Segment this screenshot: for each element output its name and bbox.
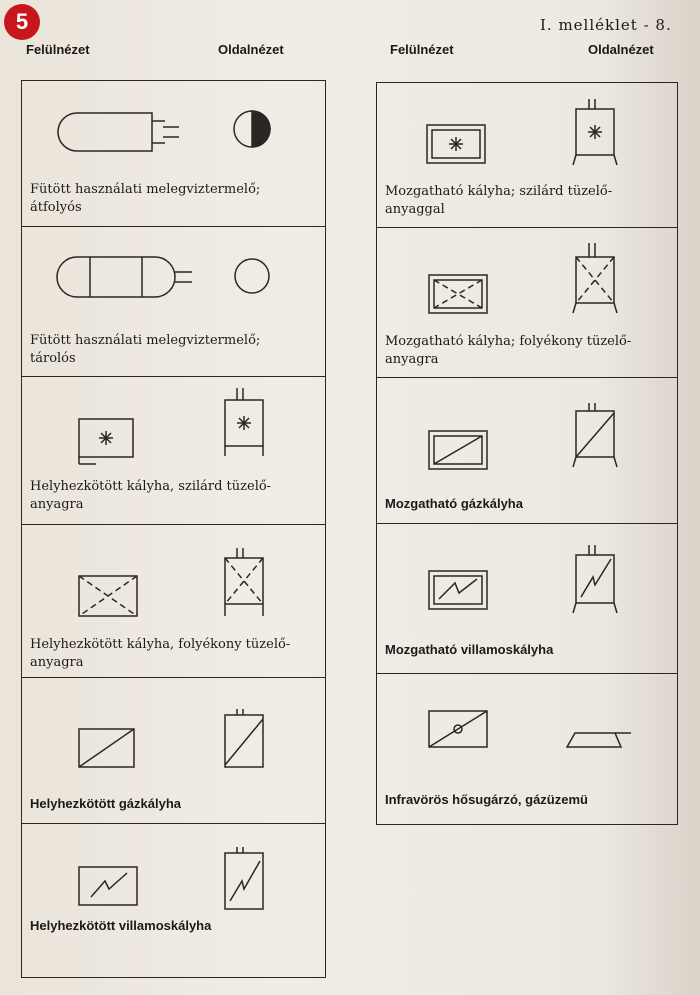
caption-mobile-liquid-fuel-stove: Mozgatható kályha; folyékony tüzelő- anyagra — [385, 334, 632, 367]
right-side-view-header: Oldalnézet — [588, 42, 654, 57]
caption-fixed-gas-stove: Helyhezkötött gázkályha — [30, 796, 181, 811]
mobile-solid-fuel-stove-side-view-symbol — [571, 97, 621, 173]
instant-water-heater-top-view-symbol — [57, 105, 197, 155]
symbol-row-infrared-gas-heater — [377, 673, 677, 824]
caption-fixed-liquid-fuel-stove: Helyhezkötött kályha, folyékony tüzelő- anyagra — [30, 637, 291, 670]
left-side-view-header: Oldalnézet — [218, 42, 284, 57]
symbol-row-instant-water-heater — [22, 81, 325, 227]
annex-label: I. melléklet - 8. — [540, 16, 672, 34]
mobile-solid-fuel-stove-top-view-symbol — [425, 123, 491, 169]
fixed-liquid-fuel-stove-side-view-symbol — [220, 546, 270, 622]
left-top-view-header: Felülnézet — [26, 42, 90, 57]
mobile-electric-stove-side-view-symbol — [571, 543, 621, 619]
symbol-row-fixed-gas-stove — [22, 677, 325, 824]
fixed-solid-fuel-stove-side-view-symbol — [220, 386, 270, 466]
caption-fixed-electric-stove: Helyhezkötött villamoskályha — [30, 918, 212, 933]
fixed-electric-stove-top-view-symbol — [77, 865, 147, 909]
caption-mobile-electric-stove: Mozgatható villamoskályha — [385, 642, 554, 657]
fixed-liquid-fuel-stove-top-view-symbol — [77, 574, 147, 620]
fixed-gas-stove-side-view-symbol — [220, 707, 270, 777]
symbol-row-fixed-electric-stove — [22, 823, 325, 977]
symbol-row-mobile-solid-fuel-stove — [377, 83, 677, 228]
symbol-row-fixed-solid-fuel-stove — [22, 376, 325, 525]
infrared-gas-heater-side-view-symbol — [565, 727, 645, 757]
left-symbol-table — [21, 80, 326, 978]
symbol-row-mobile-gas-stove — [377, 377, 677, 524]
symbol-row-mobile-electric-stove — [377, 523, 677, 674]
caption-instant-water-heater: Fütött használati melegviztermelő; átfolyós — [30, 182, 261, 215]
right-top-view-header: Felülnézet — [390, 42, 454, 57]
page-number-badge: 5 — [4, 4, 40, 40]
infrared-gas-heater-top-view-symbol — [427, 709, 493, 753]
instant-water-heater-side-view-symbol — [232, 109, 276, 153]
right-symbol-table — [376, 82, 678, 825]
symbol-row-mobile-liquid-fuel-stove — [377, 227, 677, 378]
caption-fixed-solid-fuel-stove: Helyhezkötött kályha, szilárd tüzelő- anyagra — [30, 479, 272, 512]
mobile-liquid-fuel-stove-top-view-symbol — [427, 273, 493, 317]
caption-mobile-gas-stove: Mozgatható gázkályha — [385, 496, 523, 511]
storage-water-heater-top-view-symbol — [57, 252, 207, 302]
symbol-row-fixed-liquid-fuel-stove — [22, 524, 325, 678]
fixed-gas-stove-top-view-symbol — [77, 727, 147, 773]
symbol-row-storage-water-heater — [22, 226, 325, 377]
caption-storage-water-heater: Fütött használati melegviztermelő; tárolós — [30, 333, 261, 366]
mobile-electric-stove-top-view-symbol — [427, 569, 493, 613]
fixed-solid-fuel-stove-top-view-symbol — [74, 414, 154, 470]
fixed-electric-stove-side-view-symbol — [220, 845, 270, 915]
mobile-gas-stove-side-view-symbol — [571, 401, 621, 471]
storage-water-heater-side-view-symbol — [234, 258, 274, 298]
mobile-liquid-fuel-stove-side-view-symbol — [571, 241, 621, 323]
caption-infrared-gas-heater: Infravörös hősugárzó, gázüzemü — [385, 792, 588, 807]
mobile-gas-stove-top-view-symbol — [427, 429, 493, 473]
caption-mobile-solid-fuel-stove: Mozgatható kályha; szilárd tüzelő- anyaggal — [385, 184, 613, 217]
